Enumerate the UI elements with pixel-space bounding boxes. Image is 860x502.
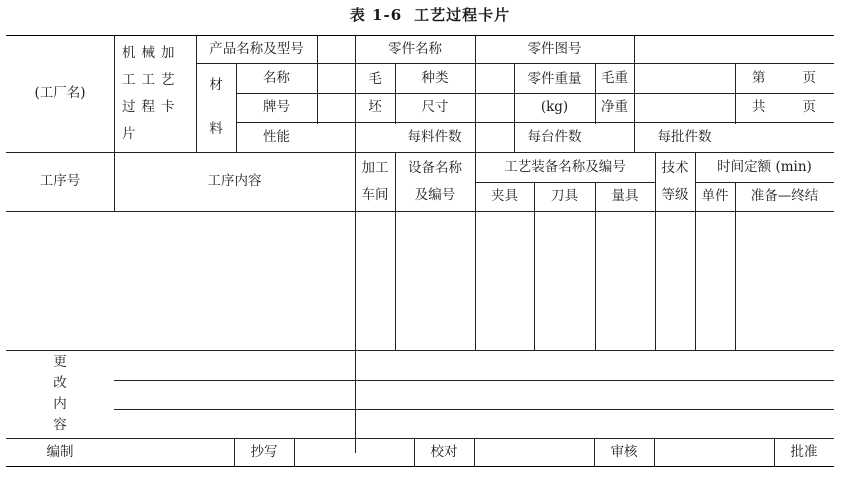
equipment-header [395, 155, 475, 209]
card-title-line-1: 机械加 [122, 44, 181, 61]
table-number: 表 1-6 [349, 6, 403, 24]
skill-level-header [655, 155, 695, 209]
compiled-label: 编制 [46, 443, 74, 460]
change-char-4: 容 [53, 416, 67, 433]
process-content-header: 工序内容 [207, 173, 262, 190]
workshop-header [355, 155, 395, 209]
part-drawing-no-label: 零件图号 [527, 40, 582, 57]
blank-char-1: 毛 [368, 71, 382, 88]
gross-weight-label: 毛重 [601, 69, 628, 86]
page-number-prefix: 第 [752, 69, 766, 86]
part-weight-unit: (kg) [540, 99, 569, 116]
rule-bottom [6, 466, 834, 467]
table-title [0, 4, 860, 25]
workshop-line-1: 加工 [361, 159, 389, 176]
rule-h6 [6, 350, 834, 351]
material-name-label: 名称 [263, 69, 290, 86]
card-title-cell [122, 40, 190, 148]
rule-v-f2 [294, 438, 295, 466]
fixture-header: 夹具 [491, 188, 518, 205]
table-title-text: 工艺过程卡片 [414, 6, 511, 24]
rule-v-prod-label [317, 35, 318, 124]
pieces-per-machine-label: 每台件数 [527, 128, 582, 145]
change-char-1: 更 [53, 353, 67, 370]
change-char-3: 内 [53, 395, 67, 412]
blank-kind-label: 种类 [421, 69, 449, 86]
pieces-per-batch-label: 每批件数 [657, 128, 712, 145]
skill-line-2: 等级 [661, 186, 689, 203]
part-name-label: 零件名称 [388, 40, 442, 57]
setup-time-header: 准备—终结 [750, 188, 819, 205]
gauge-header: 量具 [611, 188, 639, 205]
page-number-label [752, 64, 816, 93]
material-performance-label: 性能 [263, 128, 290, 145]
page-number-suffix: 页 [802, 69, 816, 86]
rule-h5 [6, 211, 834, 212]
unit-time-header: 单件 [701, 188, 729, 205]
rule-v-735 [735, 63, 736, 124]
net-weight-label: 净重 [601, 99, 628, 116]
factory-name-cell: (工厂名) [34, 85, 86, 102]
copied-label: 抄写 [250, 443, 278, 460]
card-title-line-3: 过程卡 [122, 98, 181, 115]
blank-label [355, 66, 395, 122]
equipment-line-1: 设备名称 [408, 159, 462, 176]
rule-change-1 [114, 380, 834, 381]
blank-char-2: 坯 [368, 99, 382, 116]
product-name-model-label: 产品名称及型号 [209, 40, 304, 57]
page-total-label [752, 94, 816, 122]
pieces-per-material-label: 每料件数 [407, 128, 462, 145]
blank-size-label: 尺寸 [421, 99, 449, 116]
cutter-header: 刀具 [551, 188, 578, 205]
rule-change-2 [114, 409, 834, 410]
card-title-line-2: 工工艺 [122, 71, 181, 88]
time-quota-header: 时间定额 (min) [717, 158, 812, 175]
equipment-line-2: 及编号 [414, 186, 456, 203]
tooling-header: 工艺装备名称及编号 [504, 158, 626, 175]
skill-line-1: 技术 [661, 159, 689, 176]
material-grade-label: 牌号 [263, 99, 290, 116]
workshop-line-2: 车间 [361, 186, 389, 203]
reviewed-label: 审核 [610, 443, 638, 460]
approved-label: 批准 [790, 443, 818, 460]
change-content-label [6, 352, 114, 436]
part-weight-label [514, 66, 595, 122]
rule-v-f6 [654, 438, 655, 466]
change-char-2: 改 [53, 374, 67, 391]
page-total-prefix: 共 [752, 99, 766, 116]
part-weight-text: 零件重量 [527, 71, 582, 88]
page-total-suffix: 页 [802, 99, 816, 116]
card-title-line-4: 片 [122, 125, 142, 142]
material-char-2: 料 [209, 121, 223, 138]
material-label [196, 64, 236, 152]
checked-label: 校对 [430, 443, 458, 460]
rule-v-f4 [474, 438, 475, 466]
material-char-1: 材 [209, 77, 223, 94]
process-no-header: 工序号 [39, 173, 81, 190]
